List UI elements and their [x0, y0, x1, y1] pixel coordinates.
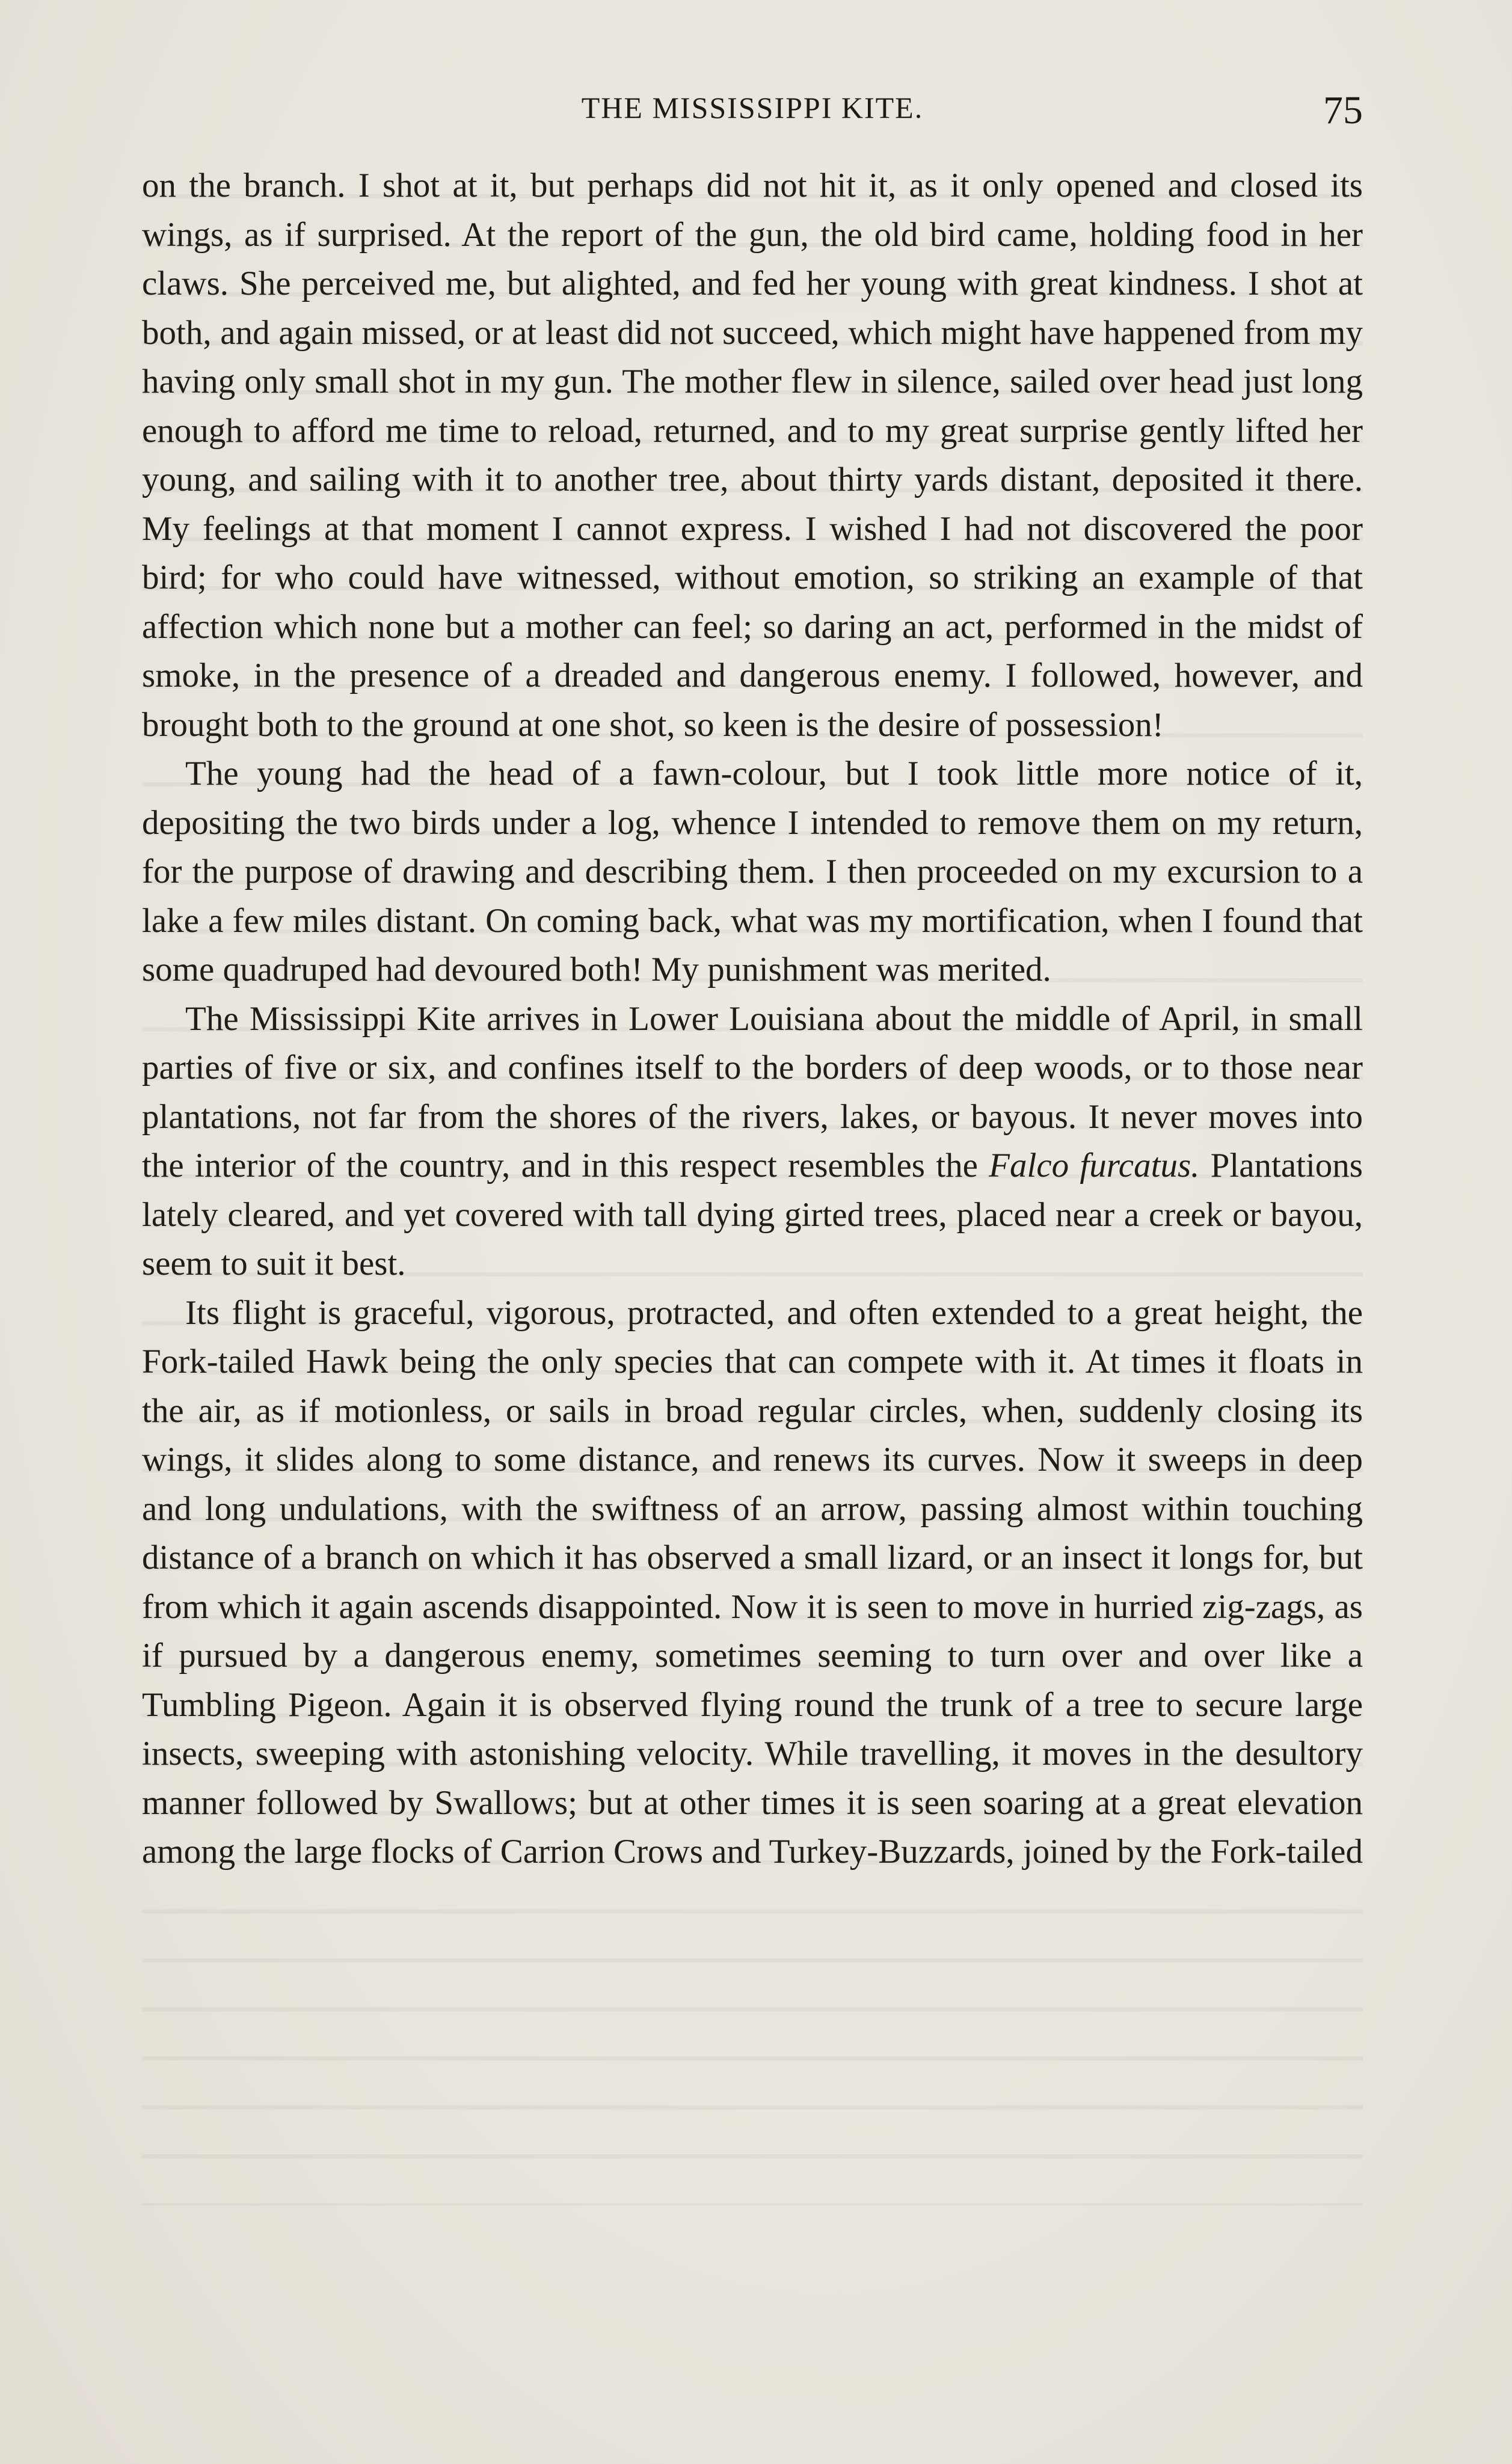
running-head — [142, 90, 1363, 138]
paragraph-3-text-end: Plantations lately cleared, and yet covered with tall dying girted trees, placed near a creek or bayou, seem to suit it best. — [142, 1147, 1363, 1283]
running-title: THE MISSISSIPPI KITE. — [581, 91, 924, 124]
paragraph-2: The young had the head of a fawn-colour, but I took little more notice of it, depositing the two birds under a log, whence I intended to remove them on my return, for the purpose of drawing and describing them. I then proceeded on my excursion to a lake a few miles distant. On coming back, what was my mortification, when I found that some quadruped had devoured both! My punishment was merited. — [142, 755, 1363, 988]
paragraph-3 — [142, 994, 1363, 1289]
paragraph-3-text-start: The Mississippi Kite arrives in Lower Louisiana about the middle of April, in small parties of five or six, and confines itself to the borders of deep woods, or to those near plantations, not far from the shores of the rivers, lakes, or bayous. It never moves into the interior of the country, and in this respect resembles the — [142, 999, 1363, 1184]
body-text — [142, 161, 1363, 1877]
page-number: 75 — [1323, 88, 1363, 132]
species-name-italic: Falco furcatus. — [989, 1147, 1200, 1184]
paragraph-1: on the branch. I shot at it, but perhaps did not hit it, as it only opened and closed its wings, as if surprised. At the report of the gun, the old bird came, holding food in her claws. She perceived me, but alighted, and fed her young with great kindness. I shot at both, and again missed, or at least did not succeed, which might have happened from my having only small shot in my gun. The mother flew in silence, sailed over head just long enough to afford me time to reload, returned, and to my great surprise gently lifted her young, and sailing with it to another tree, about thirty yards distant, deposited it there. My feelings at that moment I cannot express. I wished I had not discovered the poor bird; for who could have witnessed, without emotion, so striking an example of that affection which none but a mother can feel; so daring an act, performed in the midst of smoke, in the presence of a dreaded and dangerous enemy. I followed, however, and brought both to the ground at one shot, so keen is the desire of possession! — [142, 167, 1363, 744]
paragraph-4: Its flight is graceful, vigorous, protracted, and often extended to a great height, the Fork-tailed Hawk being the only species that can compete with it. At times it floats in the air, as if motionless, or sails in broad regular circles, when, suddenly closing its wings, it slides along to some distance, and renews its curves. Now it sweeps in deep and long undulations, with the swiftness of an arrow, passing almost within touching distance of a branch on which it has observed a small lizard, or an insect it longs for, but from which it again ascends disappointed. Now it is seen to move in hurried zig-zags, as if pursued by a dangerous enemy, sometimes seeming to turn over and over like a Tumbling Pigeon. Again it is observed flying round the trunk of a tree to secure large insects, sweeping with astonishing velocity. While travelling, it moves in the desultory manner followed by Swallows; but at other times it is seen soaring at a great elevation among the large flocks of Carrion Crows and Turkey-Buzzards, joined by the Fork-tailed — [142, 1293, 1363, 1871]
